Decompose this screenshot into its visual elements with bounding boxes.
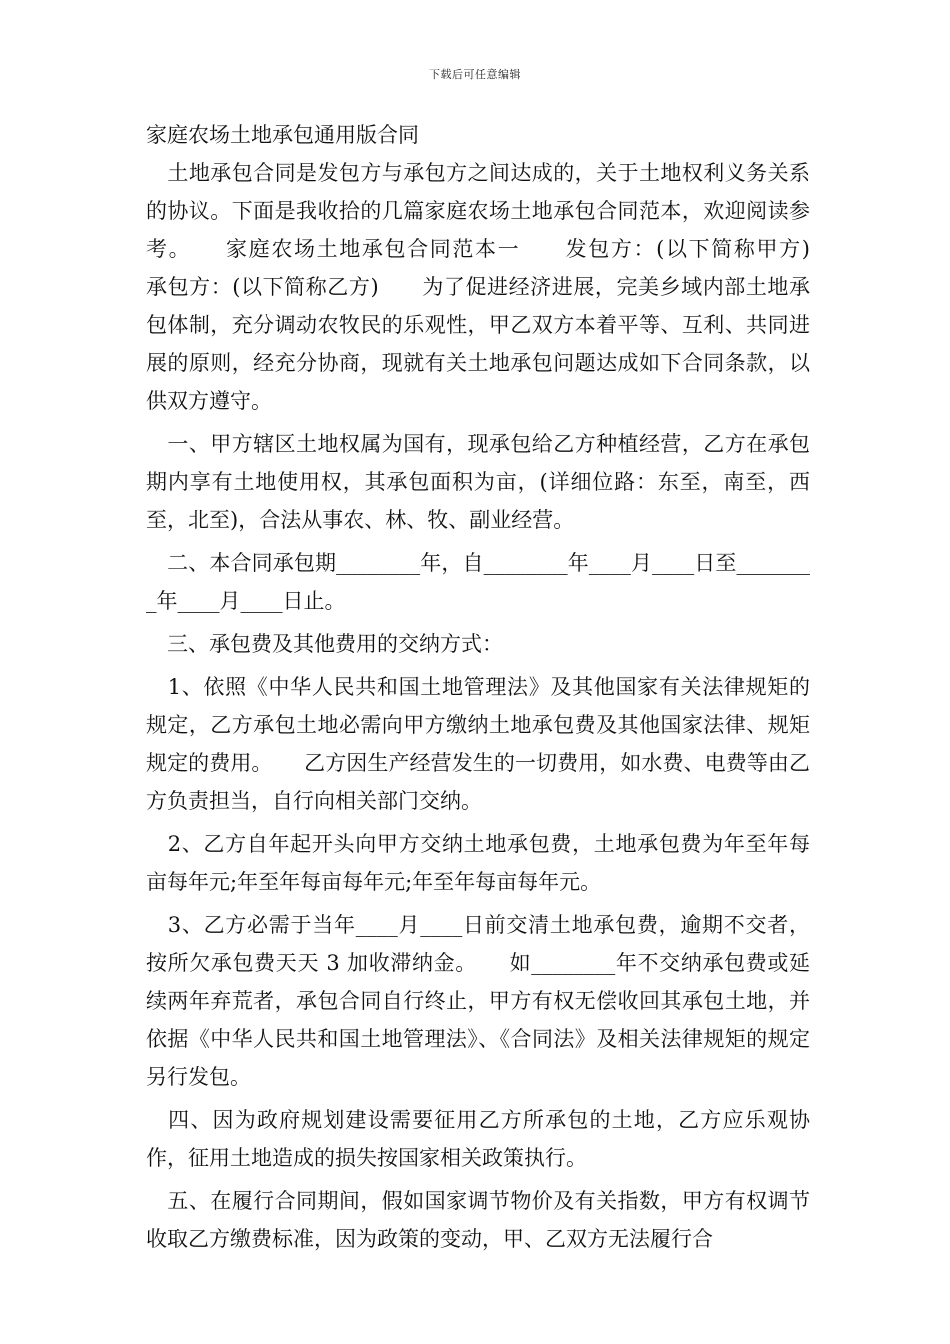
paragraph-clause-2: 二、本合同承包期________年，自________年____月____日至________年____月____日止。 <box>146 551 810 613</box>
paragraph-clause-4: 四、因为政府规划建设需要征用乙方所承包的土地，乙方应乐观协作，征用土地造成的损失按国家相关政策执行。 <box>146 1108 810 1170</box>
document-body <box>146 116 852 1258</box>
page-header-note: 下载后可任意编辑 <box>429 68 521 81</box>
paragraph-clause-1: 一、甲方辖区土地权属为国有，现承包给乙方种植经营，乙方在承包期内享有土地使用权，其承包面积为亩，(详细位路：东至，南至，西至，北至)，合法从事农、林、牧、副业经营。 <box>146 432 810 532</box>
paragraph-clause-3-1: 1、依照《中华人民共和国土地管理法》及其他国家有关法律规矩的规定，乙方承包土地必需向甲方缴纳土地承包费及其他国家法律、规矩规定的费用。 乙方因生产经营发生的一切费用，如水费、电费等由乙方负责担当，自行向相关部门交纳。 <box>146 675 810 813</box>
paragraph-clause-5: 五、在履行合同期间，假如国家调节物价及有关指数，甲方有权调节收取乙方缴费标准，因为政策的变动，甲、乙双方无法履行合 <box>146 1189 810 1251</box>
paragraph-clause-3-3: 3、乙方必需于当年____月____日前交清土地承包费，逾期不交者，按所欠承包费天天 3 加收滞纳金。 如________年不交纳承包费或延续两年弃荒者，承包合同自行终止，甲方有权无偿收回其承包土地，并依据《中华人民共和国土地管理法》、《合同法》及相关法律规矩的规定另行发包。 <box>146 913 810 1089</box>
paragraph-clause-3-2: 2、乙方自年起开头向甲方交纳土地承包费，土地承包费为年至年每亩每年元;年至年每亩每年元;年至年每亩每年元。 <box>146 832 810 894</box>
paragraph-clause-3: 三、承包费及其他费用的交纳方式： <box>146 632 503 656</box>
paragraph-intro: 土地承包合同是发包方与承包方之间达成的，关于土地权利义务关系的协议。下面是我收拾的几篇家庭农场土地承包合同范本，欢迎阅读参考。 家庭农场土地承包合同范本一 发包方：(以下简称甲方) 承包方：(以下简称乙方) 为了促进经济进展，完美乡域内部土地承包体制，充分调动农牧民的乐观性，甲乙双方本着平等、互利、共同进展的原则，经充分协商，现就有关土地承包问题达成如下合同条款，以供双方遵守。 <box>146 161 852 413</box>
document-title: 家庭农场土地承包通用版合同 <box>146 123 419 147</box>
